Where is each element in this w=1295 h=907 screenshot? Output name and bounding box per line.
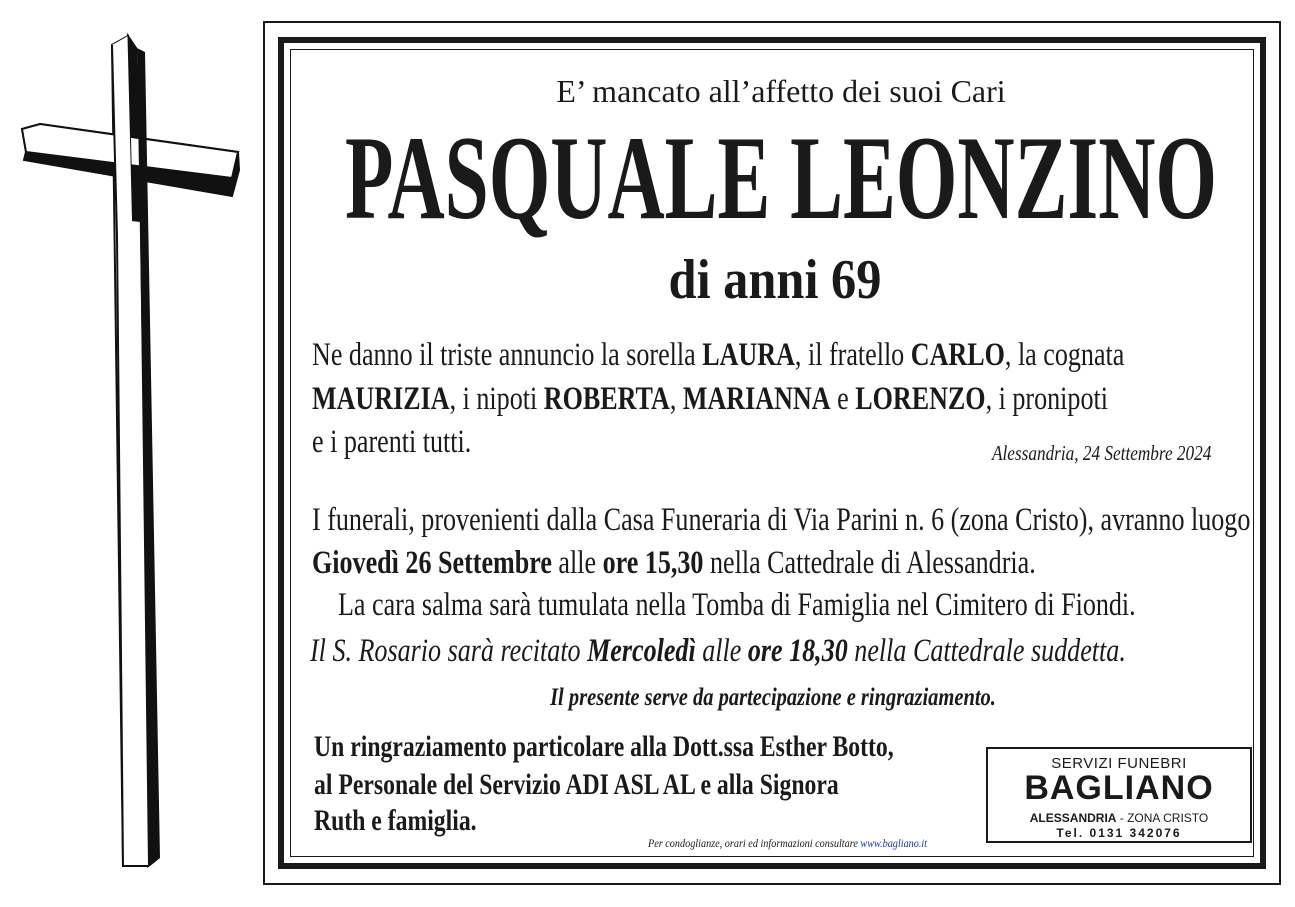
announce-line-2: MAURIZIA, i nipoti ROBERTA, MARIANNA e LORENZO, i pronipoti bbox=[312, 381, 1108, 417]
funeral-home-brand: BAGLIANO bbox=[1024, 769, 1214, 807]
funeral-home-box bbox=[986, 747, 1252, 843]
announce-line-1: Ne danno il triste annuncio la sorella LAURA, il fratello CARLO, la cognata bbox=[312, 337, 1125, 373]
funeral-line-2: Giovedì 26 Settembre alle ore 15,30 nella Cattedrale di Alessandria. bbox=[312, 545, 1036, 581]
participation-note: Il presente serve da partecipazione e ringraziamento. bbox=[550, 684, 996, 711]
funeral-home-service: SERVIZI FUNEBRI bbox=[1051, 755, 1187, 772]
intro-text: E’ mancato all’affetto dei suoi Cari bbox=[556, 73, 1006, 109]
website-link[interactable]: www.bagliano.it bbox=[860, 836, 928, 850]
announce-line-3: e i parenti tutti. bbox=[312, 424, 472, 460]
funeral-home-city: ALESSANDRIA - ZONA CRISTO bbox=[1029, 811, 1209, 825]
cross-icon bbox=[0, 0, 260, 907]
funeral-home-phone: Tel. 0131 342076 bbox=[1056, 826, 1182, 840]
thanks-line-3: Ruth e famiglia. bbox=[314, 804, 477, 837]
thanks-line-1: Un ringraziamento particolare alla Dott.ssa Esther Botto, bbox=[314, 730, 894, 763]
thanks-line-2: al Personale del Servizio ADI ASL AL e alla Signora bbox=[314, 768, 839, 801]
rosary-line: Il S. Rosario sarà recitato Mercoledì alle ore 18,30 nella Cattedrale suddetta. bbox=[310, 633, 1126, 669]
funeral-line-1: I funerali, provenienti dalla Casa Funeraria di Via Parini n. 6 (zona Cristo), avranno luogo bbox=[312, 502, 1251, 538]
burial-line: La cara salma sarà tumulata nella Tomba di Famiglia nel Cimitero di Fiondi. bbox=[338, 587, 1136, 623]
place-date: Alessandria, 24 Settembre 2024 bbox=[992, 441, 1212, 465]
deceased-age: di anni 69 bbox=[668, 249, 882, 311]
deceased-name: PASQUALE LEONZINO bbox=[344, 111, 1218, 244]
info-note: Per condoglianze, orari ed informazioni consultare www.bagliano.it bbox=[648, 836, 928, 850]
